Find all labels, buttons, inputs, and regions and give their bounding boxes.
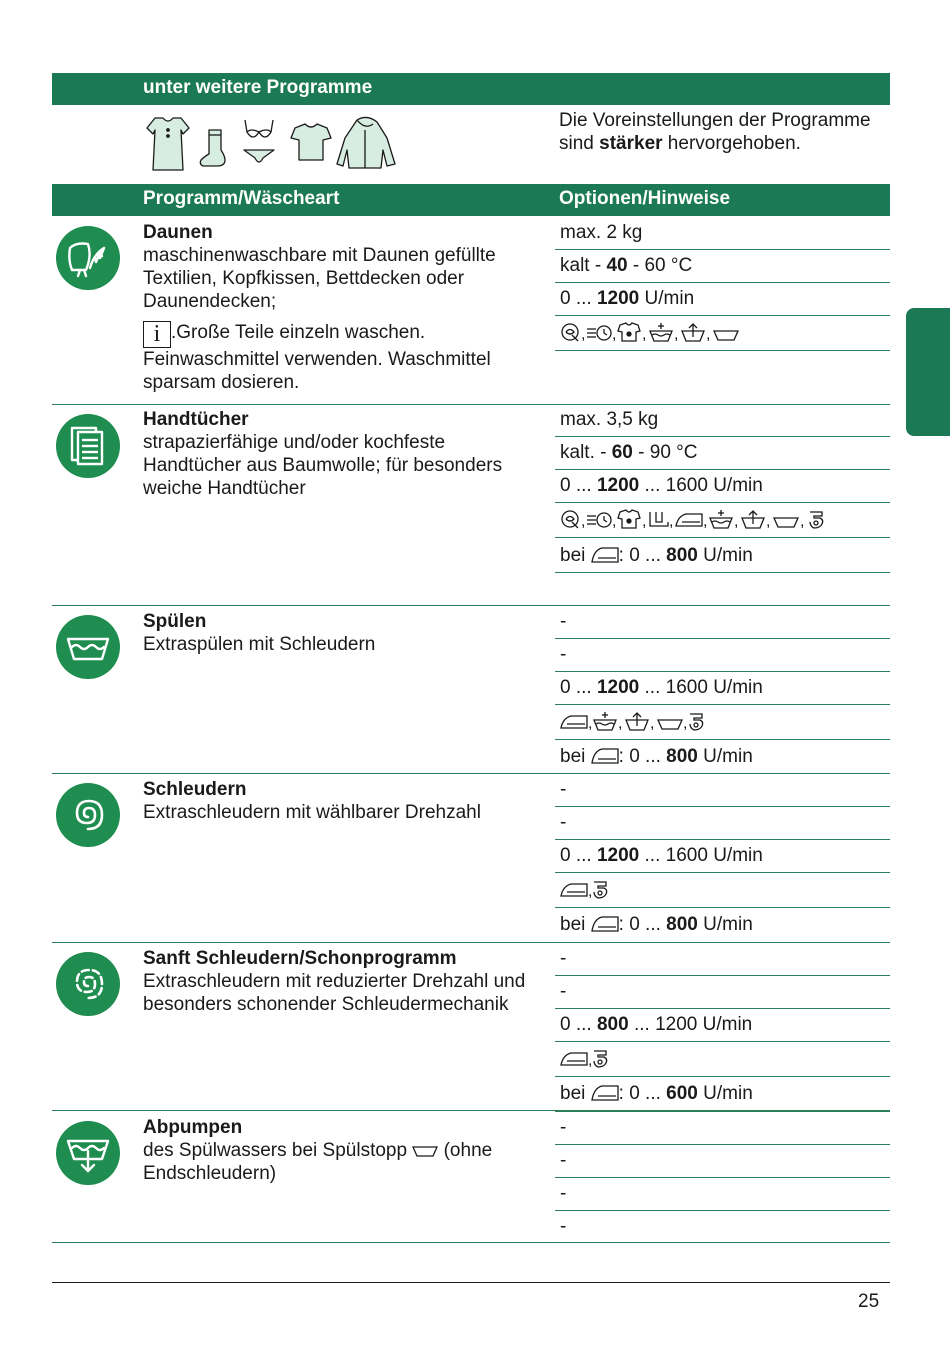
option-text: bei <box>560 545 591 566</box>
option-symbols-row <box>555 503 890 538</box>
option-row <box>555 1178 890 1211</box>
col-header-options: Optionen/Hinweise <box>559 188 731 209</box>
option-text: ... 1600 U/min <box>639 677 763 698</box>
option-text: kalt. - <box>560 442 612 463</box>
svg-text:,: , <box>588 883 593 900</box>
option-symbols <box>560 1047 620 1069</box>
drain-icon <box>56 1121 120 1185</box>
option-text: max. 3,5 kg <box>560 409 659 430</box>
option-row <box>555 538 890 573</box>
option-text: ... 1200 U/min <box>628 1014 753 1035</box>
lingerie-icon <box>244 120 274 162</box>
option-symbols <box>560 710 720 732</box>
option-text: - 60 °C <box>627 255 693 276</box>
option-value-bold: 60 <box>611 442 633 463</box>
svg-text:,: , <box>734 513 739 530</box>
option-value-bold: 600 <box>666 1083 698 1104</box>
easy-iron-icon <box>591 913 619 933</box>
option-text: max. 2 kg <box>560 222 643 243</box>
garment-icons <box>145 116 400 176</box>
eco-icon <box>562 511 578 528</box>
option-text: : 0 ... <box>618 746 667 767</box>
option-text: U/min <box>697 1083 753 1104</box>
option-text: - <box>560 644 567 665</box>
footer-rule <box>52 1282 890 1283</box>
program-note <box>143 321 538 394</box>
eco-icon <box>562 324 578 341</box>
option-text: 0 ... <box>560 1014 597 1035</box>
option-symbols-row <box>555 316 890 351</box>
speed-icon <box>587 326 611 340</box>
program-name: Handtücher <box>143 409 249 430</box>
option-row <box>555 250 890 283</box>
program-spuelen <box>143 610 538 656</box>
option-row <box>555 217 890 250</box>
option-text: U/min <box>697 914 753 935</box>
rinse-hold-icon <box>658 720 682 729</box>
easy-iron-icon <box>591 544 619 564</box>
option-row <box>555 1009 890 1042</box>
option-row <box>555 1112 890 1145</box>
option-symbols <box>560 878 620 900</box>
option-row <box>555 943 890 976</box>
rinse-icon <box>56 615 120 679</box>
option-row <box>555 908 890 943</box>
option-text: - <box>560 1150 567 1171</box>
down-feather-icon <box>56 226 120 290</box>
intro-text <box>559 109 879 155</box>
option-symbols <box>560 321 750 343</box>
option-text: : 0 ... <box>618 545 667 566</box>
option-value-bold: 800 <box>666 746 698 767</box>
program-daunen <box>143 221 538 394</box>
option-row <box>555 976 890 1009</box>
intro-text-end: hervorgehoben. <box>662 133 801 154</box>
program-desc: maschinenwaschbare mit Daunen gefüllte Textilien, Kopfkissen, Bettdecken oder Daunendecken; <box>143 245 496 312</box>
option-row <box>555 283 890 316</box>
option-symbols <box>560 508 840 530</box>
easy-iron-icon <box>561 884 587 896</box>
program-note-text: .Große Teile einzeln waschen. Feinwaschmittel verwenden. Waschmittel sparsam dosieren. <box>143 322 491 393</box>
night-icon <box>594 882 607 898</box>
svg-text:,: , <box>706 326 711 343</box>
program-desc: strapazierfähige und/oder kochfeste Handtücher aus Baumwolle; für besonders weiche Handtücher <box>143 432 503 499</box>
easy-iron-icon <box>591 745 619 765</box>
spin-icon <box>56 783 120 847</box>
option-text: : 0 ... <box>618 914 667 935</box>
option-text: ... 1600 U/min <box>639 845 763 866</box>
option-text: - <box>560 611 567 632</box>
svg-text:,: , <box>612 326 617 343</box>
program-desc-end: (ohne Endschleudern) <box>143 1140 493 1184</box>
rinse-hold-icon <box>412 1143 438 1159</box>
option-text: - <box>560 1183 567 1204</box>
option-text: kalt - <box>560 255 607 276</box>
program-name: Abpumpen <box>143 1117 243 1138</box>
tshirt-icon <box>291 124 331 160</box>
option-value-bold: 800 <box>666 545 698 566</box>
option-value-bold: 1200 <box>596 288 640 309</box>
rinse-spin-icon <box>742 511 764 528</box>
program-handtuecher <box>143 408 538 500</box>
option-value-bold: 1200 <box>596 677 640 698</box>
option-row <box>555 437 890 470</box>
program-name: Sanft Schleudern/Schonprogramm <box>143 948 457 969</box>
svg-text:,: , <box>642 513 647 530</box>
option-text: 0 ... <box>560 288 597 309</box>
sock-icon <box>200 130 225 166</box>
option-value-bold: 800 <box>666 914 698 935</box>
table-header <box>52 184 890 216</box>
extra-rinse-icon <box>650 323 672 341</box>
option-row <box>555 774 890 807</box>
svg-text:,: , <box>588 715 593 732</box>
option-text: 0 ... <box>560 475 597 496</box>
rinse-hold-icon <box>774 518 798 527</box>
svg-text:,: , <box>674 326 679 343</box>
option-row <box>555 1211 890 1243</box>
option-text: bei <box>560 746 591 767</box>
extra-rinse-icon <box>594 712 616 730</box>
easy-iron-icon <box>676 514 702 526</box>
svg-text:,: , <box>703 513 708 530</box>
option-text: - <box>560 1216 567 1237</box>
option-text: bei <box>560 1083 591 1104</box>
svg-text:,: , <box>618 715 623 732</box>
svg-text:,: , <box>588 1052 593 1069</box>
program-name: Schleudern <box>143 779 247 800</box>
program-name: Spülen <box>143 611 207 632</box>
option-row <box>555 740 890 774</box>
stain-shirt-icon <box>618 323 640 341</box>
stain-shirt-icon <box>618 510 640 528</box>
option-text: U/min <box>639 288 695 309</box>
program-desc: Extraschleudern mit reduzierter Drehzahl und besonders schonender Schleudermechanik <box>143 971 526 1015</box>
page-number: 25 <box>858 1291 880 1312</box>
program-desc: des Spülwassers bei Spülstopp <box>143 1140 413 1161</box>
option-value-bold: 800 <box>596 1014 629 1035</box>
option-value-bold: 1200 <box>596 475 640 496</box>
towels-icon <box>56 414 120 478</box>
option-text: - <box>560 779 567 800</box>
option-text: - 90 °C <box>632 442 698 463</box>
jacket-icon <box>337 117 395 168</box>
svg-text:,: , <box>800 513 805 530</box>
program-schleudern <box>143 778 538 824</box>
option-text: : 0 ... <box>618 1083 667 1104</box>
svg-text:,: , <box>669 513 674 530</box>
svg-text:,: , <box>581 513 586 530</box>
program-desc: Extraschleudern mit wählbarer Drehzahl <box>143 802 481 823</box>
extra-rinse-icon <box>710 510 732 528</box>
option-symbols-row <box>555 705 890 740</box>
option-value-bold: 1200 <box>596 845 640 866</box>
option-row <box>555 639 890 672</box>
night-icon <box>594 1051 607 1067</box>
option-row <box>555 606 890 639</box>
option-text: - <box>560 1117 567 1138</box>
option-row <box>555 470 890 503</box>
option-symbols-row <box>555 873 890 908</box>
option-text: U/min <box>697 545 753 566</box>
option-row <box>555 840 890 873</box>
speed-icon <box>587 513 611 527</box>
option-row <box>555 672 890 705</box>
option-row <box>555 1077 890 1112</box>
option-row <box>555 807 890 840</box>
night-icon <box>690 714 703 730</box>
intro-text-bold: stärker <box>599 133 663 154</box>
option-text: 0 ... <box>560 677 597 698</box>
svg-text:,: , <box>683 715 688 732</box>
intro-text-part: Die Voreinstellungen der Programme sind <box>559 110 871 154</box>
easy-iron-icon <box>561 716 587 728</box>
option-text: - <box>560 948 567 969</box>
svg-text:,: , <box>766 513 771 530</box>
svg-text:,: , <box>581 326 586 343</box>
option-text: - <box>560 981 567 1002</box>
header-band-title: unter weitere Programme <box>143 77 373 98</box>
program-sanft-schleudern <box>143 947 538 1016</box>
option-row <box>555 1145 890 1178</box>
rinse-spin-icon <box>682 324 704 341</box>
night-icon <box>810 512 823 528</box>
rinse-spin-icon <box>626 713 648 730</box>
easy-iron-icon <box>561 1053 587 1065</box>
gentle-spin-icon <box>56 952 120 1016</box>
option-text: bei <box>560 914 591 935</box>
option-row <box>555 404 890 437</box>
rinse-hold-icon <box>714 331 738 340</box>
info-icon: i <box>143 321 171 348</box>
option-text: - <box>560 812 567 833</box>
svg-text:,: , <box>650 715 655 732</box>
program-desc: Extraspülen mit Schleudern <box>143 634 376 655</box>
svg-text:,: , <box>612 513 617 530</box>
option-text: ... 1600 U/min <box>639 475 763 496</box>
svg-text:,: , <box>642 326 647 343</box>
option-text: U/min <box>697 746 753 767</box>
program-name: Daunen <box>143 222 213 243</box>
program-abpumpen <box>143 1116 538 1185</box>
col-header-program: Programm/Wäscheart <box>143 188 340 209</box>
option-symbols-row <box>555 1042 890 1077</box>
option-text: 0 ... <box>560 845 597 866</box>
header-band <box>52 73 890 105</box>
easy-iron-icon <box>591 1082 619 1102</box>
dress-icon <box>147 118 189 170</box>
option-value-bold: 40 <box>606 255 628 276</box>
chapter-tab <box>906 308 950 436</box>
prewash-icon <box>650 512 668 526</box>
